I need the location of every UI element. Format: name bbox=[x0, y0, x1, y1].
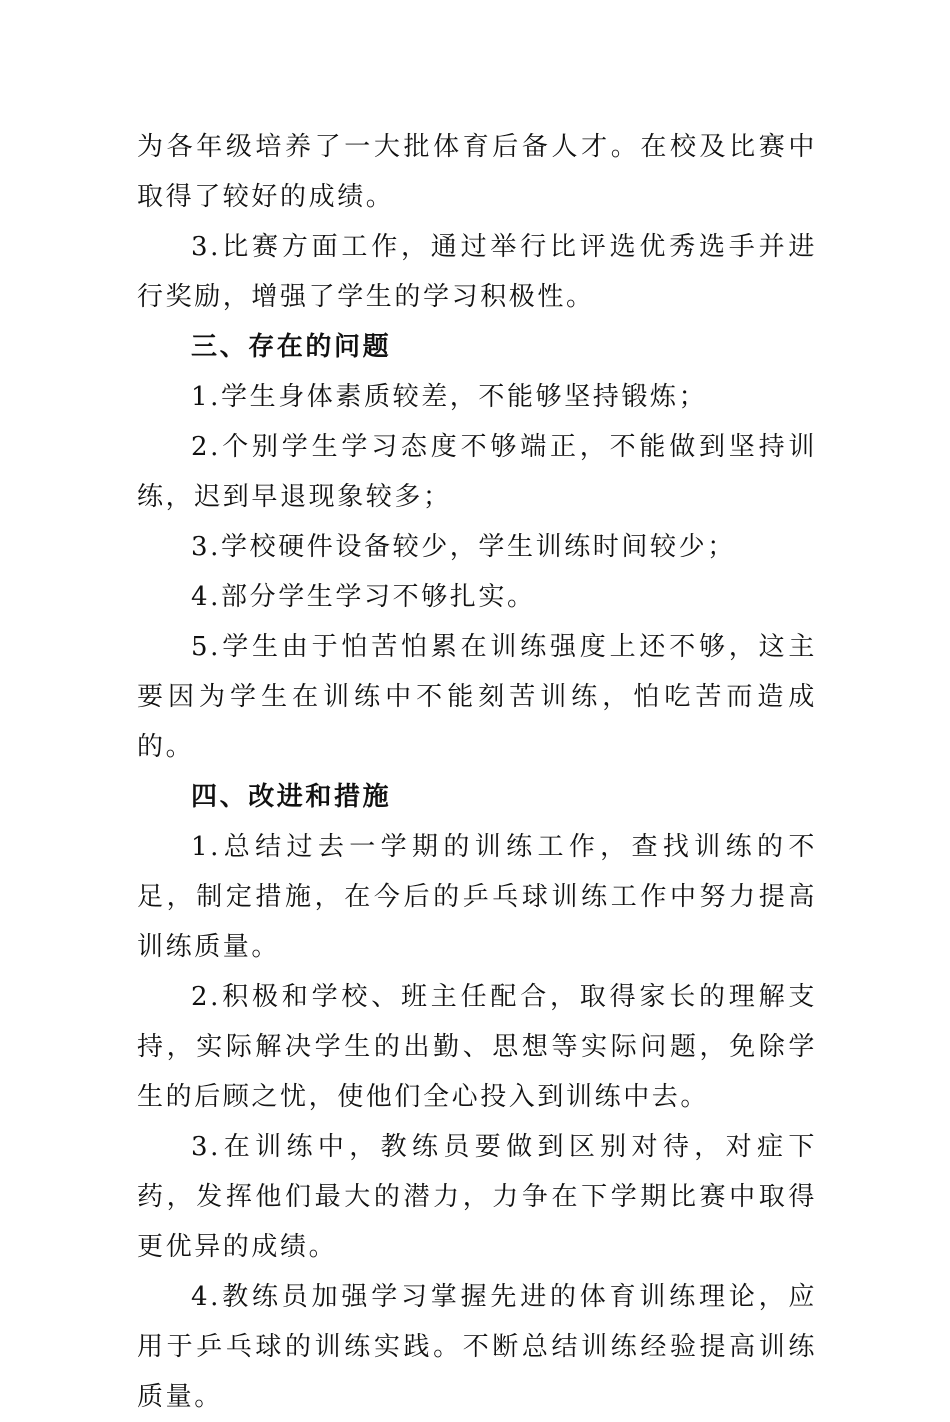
paragraph-competition-work: 3.比赛方面工作，通过举行比评选优秀选手并进行奖励，增强了学生的学习积极性。 bbox=[137, 232, 817, 312]
problem-item-4: 4.部分学生学习不够扎实。 bbox=[191, 582, 536, 612]
section-heading-problems: 三、存在的问题 bbox=[191, 332, 392, 362]
problem-item-1: 1.学生身体素质较差，不能够坚持锻炼； bbox=[191, 382, 708, 412]
improvement-item-3: 3.在训练中，教练员要做到区别对待，对症下药，发挥他们最大的潜力，力争在下学期比赛中取得更优异的成绩。 bbox=[137, 1132, 817, 1262]
document-body bbox=[137, 122, 817, 1422]
problem-item-3: 3.学校硬件设备较少，学生训练时间较少； bbox=[191, 532, 736, 562]
improvement-item-1: 1.总结过去一学期的训练工作，查找训练的不足，制定措施，在今后的乒乓球训练工作中努力提高训练质量。 bbox=[137, 832, 817, 962]
problem-item-2: 2.个别学生学习态度不够端正，不能做到坚持训练，迟到早退现象较多； bbox=[137, 432, 817, 512]
improvement-item-4: 4.教练员加强学习掌握先进的体育训练理论，应用于乒乓球的训练实践。不断总结训练经验提高训练质量。 bbox=[137, 1282, 817, 1412]
improvement-item-2: 2.积极和学校、班主任配合，取得家长的理解支持，实际解决学生的出勤、思想等实际问题，免除学生的后顾之忧，使他们全心投入到训练中去。 bbox=[137, 982, 817, 1112]
section-heading-improvements: 四、改进和措施 bbox=[191, 782, 392, 812]
problem-item-5: 5.学生由于怕苦怕累在训练强度上还不够，这主要因为学生在训练中不能刻苦训练，怕吃苦而造成的。 bbox=[137, 632, 817, 762]
paragraph-continuation: 为各年级培养了一大批体育后备人才。在校及比赛中取得了较好的成绩。 bbox=[137, 132, 817, 212]
